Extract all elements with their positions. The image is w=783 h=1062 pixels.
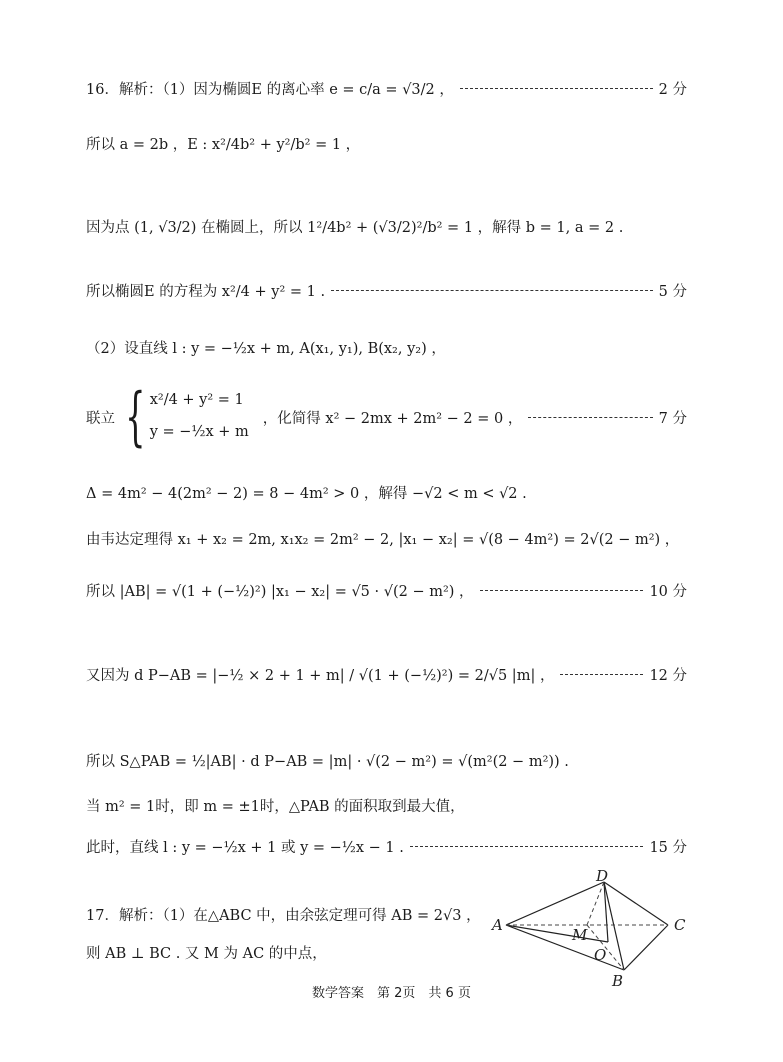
label-D: D bbox=[596, 870, 609, 885]
edge-DC bbox=[604, 882, 668, 925]
score-leader bbox=[480, 590, 644, 591]
edge-AO bbox=[506, 925, 608, 942]
q16-line-9-text: 所以 |AB| = √(1 + (−½)²) |x₁ − x₂| = √5 · √(2 − m²) ， bbox=[86, 584, 474, 600]
label-A: A bbox=[492, 916, 503, 934]
q16-line-8-text: 由韦达定理得 x₁ + x₂ = 2m, x₁x₂ = 2m² − 2, |x₁ − x₂| = √(8 − 4m²) = 2√(2 − m²) ， bbox=[86, 532, 680, 548]
q16-line-6 bbox=[86, 380, 687, 454]
q16-line-9 bbox=[86, 580, 687, 601]
q16-line-4-text: 所以椭圆E 的方程为 x²/4 + y² = 1 . bbox=[86, 284, 326, 300]
q17-line-1-text: 17．解析：（1）在△ABC 中，由余弦定理可得 AB = 2√3 ， bbox=[86, 908, 481, 924]
label-B: B bbox=[612, 972, 624, 990]
q16-line-13-text: 此时，直线 l : y = −½x + 1 或 y = −½x − 1 . bbox=[86, 840, 404, 856]
q16-line-12 bbox=[86, 795, 687, 816]
q17-line-2 bbox=[86, 942, 483, 963]
q16-line-1 bbox=[86, 78, 687, 99]
q16-score-12: 12 分 bbox=[649, 668, 687, 684]
q16-score-10: 10 分 bbox=[649, 584, 687, 600]
q16-score-7: 7 分 bbox=[658, 410, 687, 427]
q16-score-5: 5 分 bbox=[658, 284, 687, 300]
q16-line-3 bbox=[86, 216, 687, 237]
edge-AD bbox=[506, 882, 604, 925]
q16-score-15: 15 分 bbox=[649, 840, 687, 856]
label-M: M bbox=[572, 926, 588, 944]
q16-line-2 bbox=[86, 133, 687, 154]
score-leader bbox=[460, 88, 653, 89]
q17-line-2-text: 则 AB ⊥ BC . 又 M 为 AC 的中点， bbox=[86, 946, 327, 962]
q16-line-6-pre: 联立 bbox=[86, 410, 115, 427]
q16-line-5 bbox=[86, 337, 687, 358]
q16-line-12-text: 当 m² = 1时，即 m = ±1时，△PAB 的面积取到最大值， bbox=[86, 799, 465, 815]
q16-score-2: 2 分 bbox=[658, 82, 687, 98]
page-footer: 数学答案 第 2页 共 6 页 bbox=[312, 986, 471, 1001]
label-O: O bbox=[594, 946, 607, 964]
score-leader bbox=[410, 846, 644, 847]
q16-line-2-text: 所以 a = 2b ，E : x²/4b² + y²/b² = 1 ， bbox=[86, 137, 361, 153]
q16-line-1-text: 16．解析：（1）因为椭圆E 的离心率 e = c/a = √3/2 ， bbox=[86, 82, 454, 98]
system-eq-2: y = −½x + m bbox=[149, 424, 249, 440]
score-leader bbox=[528, 417, 652, 418]
left-brace: { bbox=[125, 380, 146, 454]
q16-line-5-text: （2）设直线 l : y = −½x + m, A(x₁, y₁), B(x₂, y₂) ， bbox=[86, 341, 446, 357]
score-leader bbox=[331, 290, 653, 291]
label-C: C bbox=[674, 916, 686, 934]
q16-line-10 bbox=[86, 664, 687, 685]
q16-line-3-text: 因为点 (1, √3/2) 在椭圆上，所以 1²/4b² + (√3/2)²/b² = 1 ，解得 b = 1, a = 2 . bbox=[86, 220, 624, 236]
q17-line-1 bbox=[86, 904, 483, 925]
tetrahedron-figure bbox=[486, 870, 696, 990]
equation-system bbox=[150, 385, 249, 449]
q16-line-7 bbox=[86, 482, 687, 503]
system-eq-1: x²/4 + y² = 1 bbox=[149, 392, 244, 409]
q16-line-10-text: 又因为 d P−AB = |−½ × 2 + 1 + m| / √(1 + (−½)²) = 2/√5 |m| ， bbox=[86, 668, 555, 684]
q16-line-6-post: ，化简得 x² − 2mx + 2m² − 2 = 0 ， bbox=[262, 410, 523, 427]
score-leader bbox=[560, 674, 643, 675]
q16-line-13 bbox=[86, 836, 687, 857]
q16-line-4 bbox=[86, 280, 687, 301]
q16-line-7-text: Δ = 4m² − 4(2m² − 2) = 8 − 4m² > 0 ，解得 −√2 < m < √2 . bbox=[86, 486, 527, 502]
q16-line-11-text: 所以 S△PAB = ½|AB| · d P−AB = |m| · √(2 − m²) = √(m²(2 − m²)) . bbox=[86, 754, 569, 770]
edge-BC bbox=[624, 925, 668, 970]
q16-line-11 bbox=[86, 750, 687, 771]
q16-line-8 bbox=[86, 528, 687, 549]
